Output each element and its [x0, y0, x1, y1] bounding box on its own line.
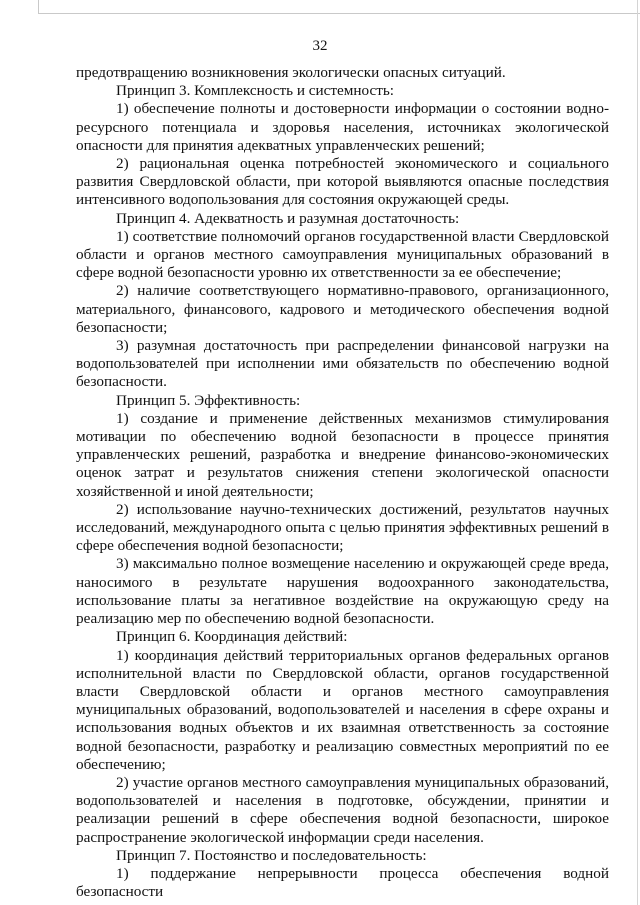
document-body: [76, 64, 609, 901]
paragraph: 1) координация действий территориальных органов федеральных органов исполнительной власти по Свердловской области, органов государственной власти Свердловской области и органов местного самоуправления муниципальных образований, водопользователей и населения в сфере охраны и использования водных объектов и их взаимная ответственность за состояние водной безопасности, разработку и реализацию совместных мероприятий по ее обеспечению;: [76, 646, 609, 773]
scan-border-top: [38, 0, 640, 14]
principle-heading: Принцип 5. Эффективность:: [116, 391, 301, 409]
page-number: 32: [312, 38, 328, 54]
principle-heading: Принцип 6. Координация действий:: [116, 628, 348, 646]
paragraph: 1) создание и применение действенных механизмов стимулирования мотивации по обеспечению водной безопасности в процессе принятия управленческих решений, разработка и внедрение финансово-экономических оценок затрат и результатов снижения степени экологической опасности хозяйственной и иной деятельности;: [76, 409, 609, 500]
principle-heading: Принцип 4. Адекватность и разумная достаточность:: [116, 209, 460, 227]
paragraph: предотвращению возникновения экологически опасных ситуаций.: [76, 64, 506, 81]
paragraph: 3) максимально полное возмещение населению и окружающей среде вреда, наносимого в результате нарушения водоохранного законодательства, использование платы за негативное воздействие на окружающую среду на реализацию мер по обеспечению водной безопасности.: [76, 555, 609, 628]
paragraph: 2) участие органов местного самоуправления муниципальных образований, водопользователей и населения в подготовке, обсуждении, принятии и реализации решений в сфере обеспечения водной безопасности, широкое распространение экологической информации среди населения.: [76, 773, 609, 846]
principle-heading: Принцип 3. Комплексность и системность:: [116, 82, 395, 100]
scan-border-right: [637, 0, 638, 905]
paragraph: 3) разумная достаточность при распределении финансовой нагрузки на водопользователей при исполнении ими обязательств по обеспечению водной безопасности.: [76, 337, 609, 391]
paragraph: 1) поддержание непрерывности процесса обеспечения водной безопасности: [76, 864, 609, 901]
principle-heading: Принцип 7. Постоянство и последовательность:: [116, 846, 427, 864]
paragraph: 2) наличие соответствующего нормативно-правового, организационного, материального, финансового, кадрового и методического обеспечения водной безопасности;: [76, 282, 609, 336]
paragraph: 1) соответствие полномочий органов государственной власти Свердловской области и органов местного самоуправления муниципальных образований в сфере водной безопасности уровню их ответственности за ее обеспечение;: [76, 227, 609, 282]
paragraph: 2) рациональная оценка потребностей экономического и социального развития Свердловской области, при которой выявляются опасные последствия интенсивного водопользования для состояния окружающей среды.: [76, 155, 609, 209]
paragraph: 2) использование научно-технических достижений, результатов научных исследований, международного опыта с целью принятия эффективных решений в сфере обеспечения водной безопасности;: [76, 500, 609, 555]
paragraph: 1) обеспечение полноты и достоверности информации о состоянии водно-ресурсного потенциала и здоровья населения, источниках экологической опасности для принятия адекватных управленческих решений;: [76, 100, 609, 154]
